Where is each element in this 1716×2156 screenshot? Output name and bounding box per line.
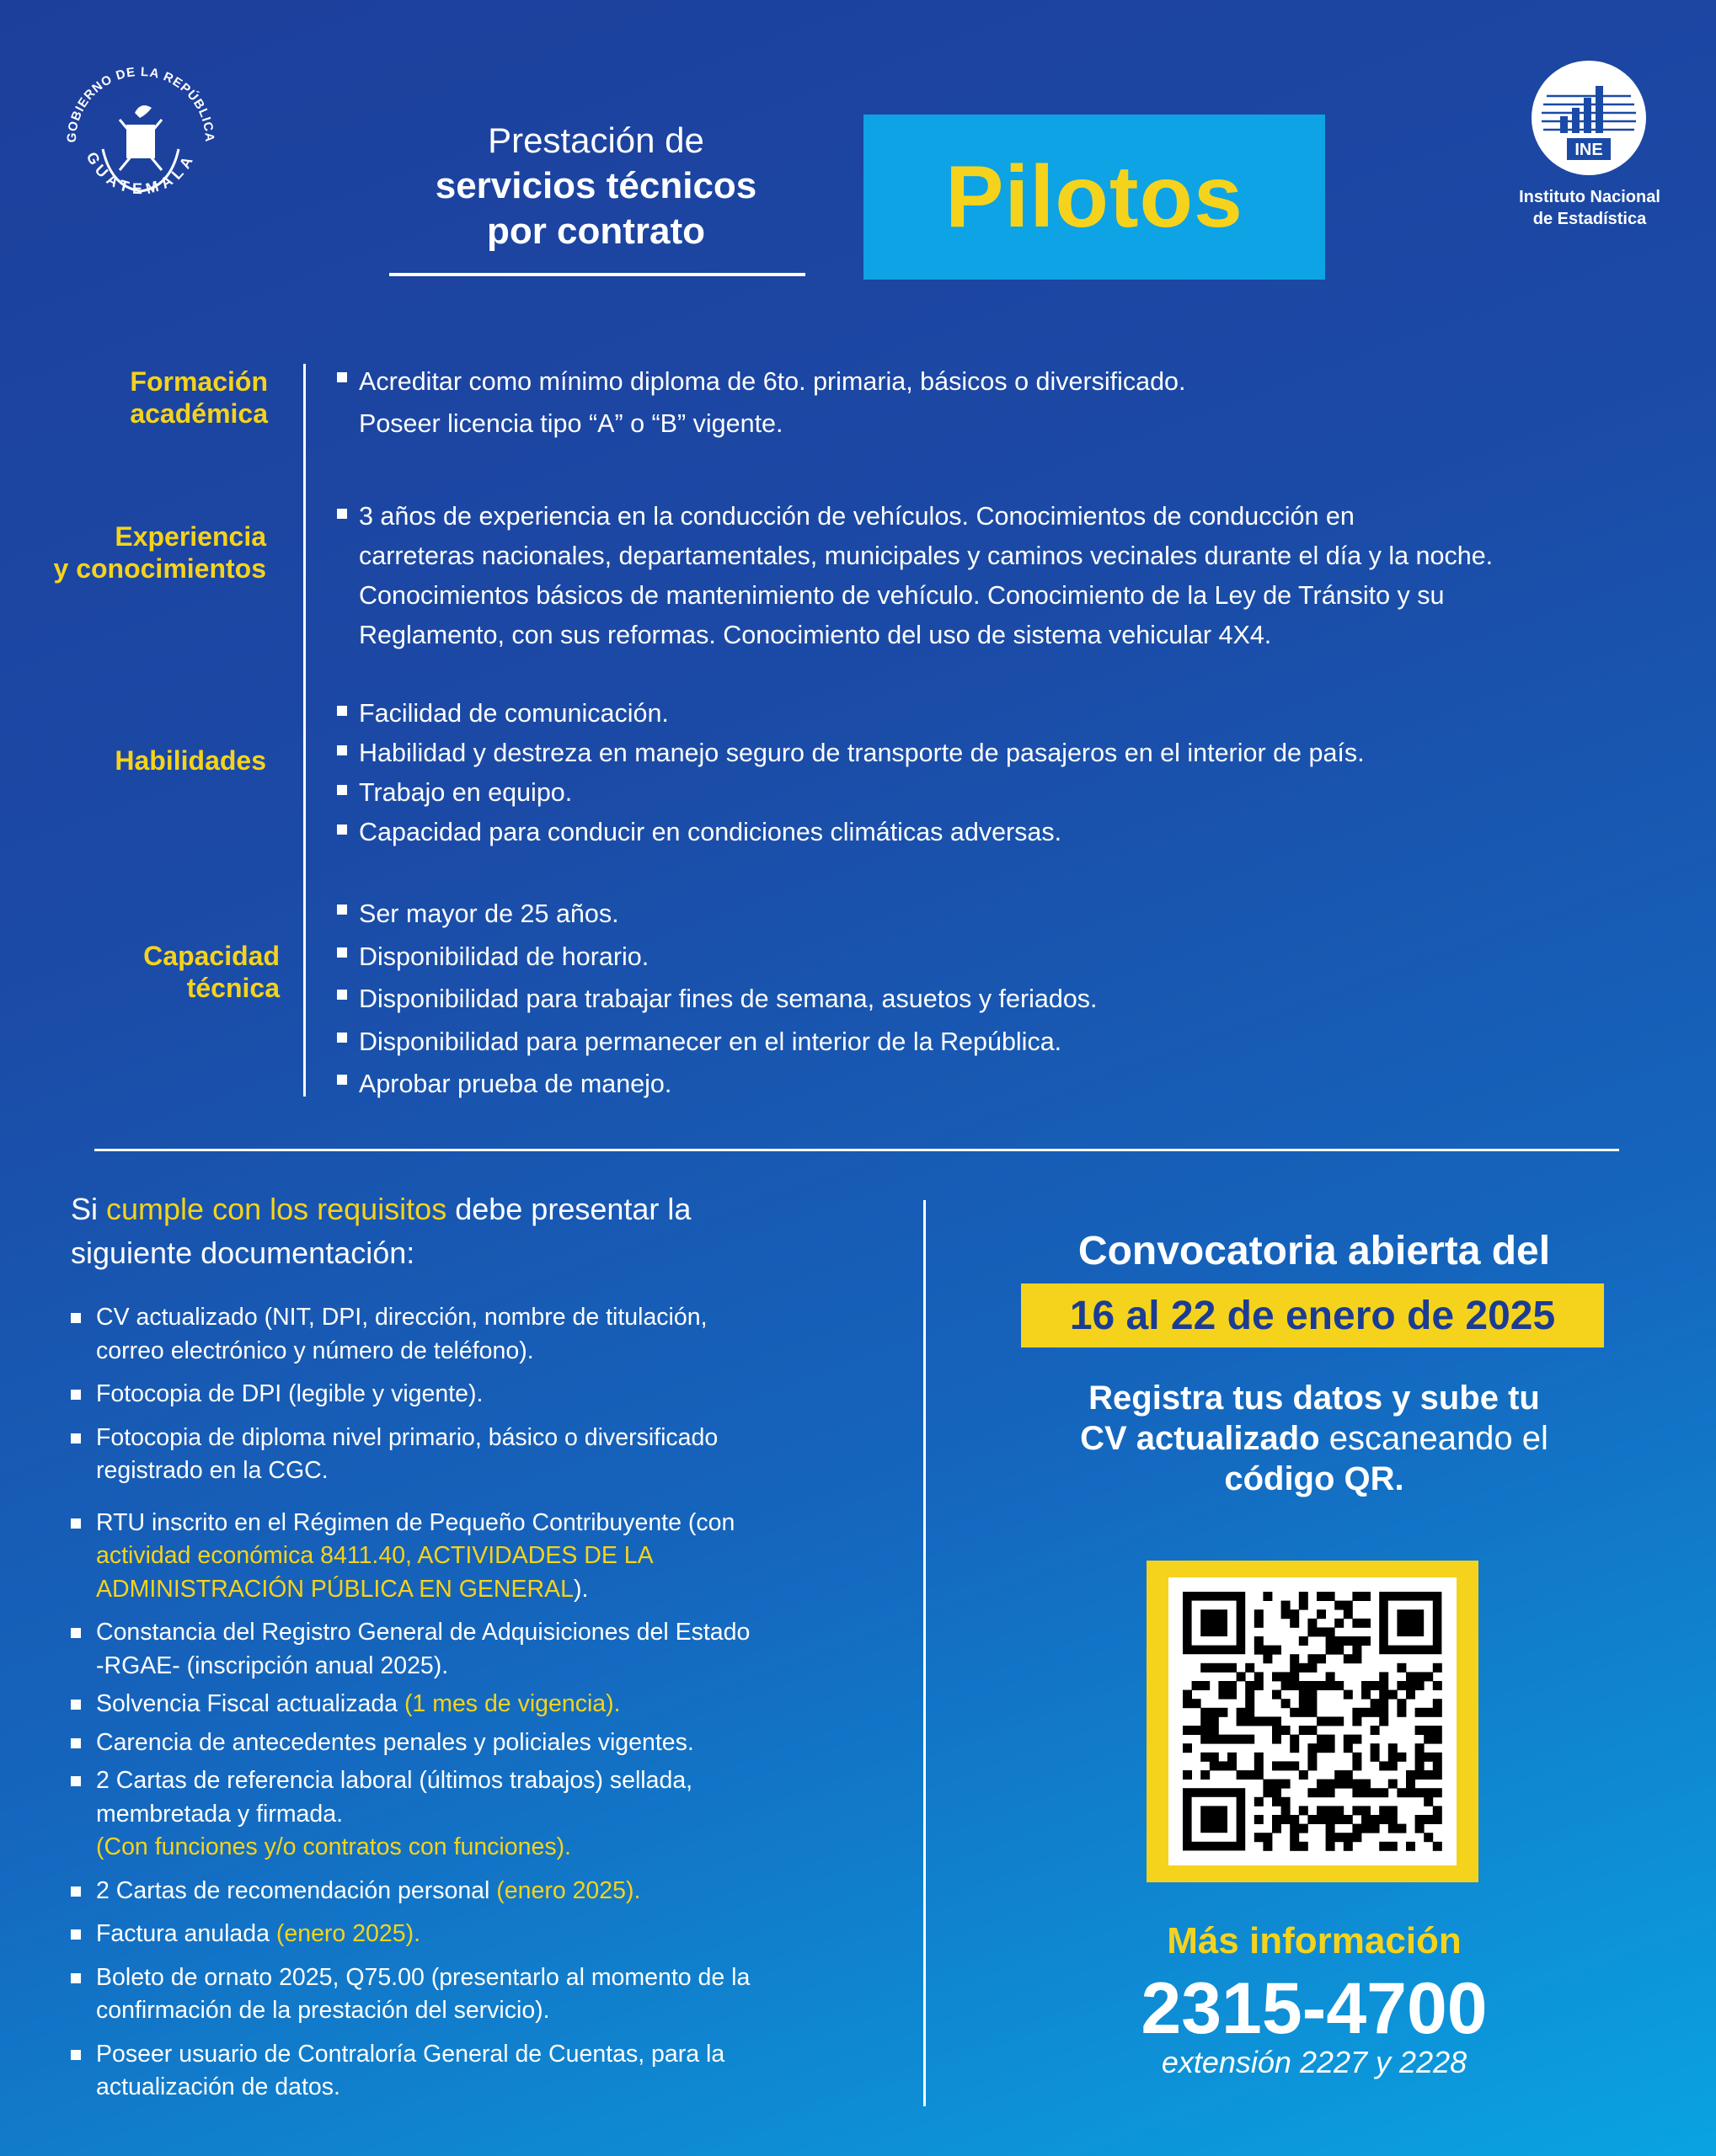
list-item: Capacidad para conducir en condiciones climáticas adversas. bbox=[337, 813, 1365, 852]
ine-caption-line-1: Instituto Nacional bbox=[1519, 188, 1660, 206]
formacion-list bbox=[337, 360, 1186, 445]
doc-cartas-laboral-highlight: (Con funciones y/o contratos con funciones). bbox=[96, 1833, 571, 1860]
list-item: carreteras nacionales, departamentales, municipales y caminos vecinales durante el día y la noche. bbox=[359, 542, 1494, 570]
docs-intro-line-2: siguiente documentación: bbox=[71, 1235, 415, 1270]
label-capacidad bbox=[34, 940, 280, 1004]
doc-rtu-highlight-2: ADMINISTRACIÓN PÚBLICA EN GENERAL bbox=[96, 1575, 574, 1603]
requirements-divider bbox=[303, 364, 306, 1097]
doc-cv-line-2: correo electrónico y número de teléfono). bbox=[96, 1337, 534, 1364]
label-experiencia bbox=[17, 520, 266, 584]
docs-intro-highlight: cumple con los requisitos bbox=[106, 1192, 447, 1226]
qr-instr-line-2-bold: CV actualizado bbox=[1080, 1420, 1320, 1457]
doc-dpi: Fotocopia de DPI (legible y vigente). bbox=[96, 1380, 484, 1407]
doc-rgae-line-1: Constancia del Registro General de Adquisiciones del Estado bbox=[96, 1619, 751, 1646]
list-item: Facilidad de comunicación. bbox=[337, 694, 1365, 734]
position-title-box bbox=[863, 115, 1325, 280]
doc-factura: Factura anulada bbox=[96, 1920, 276, 1947]
qr-code[interactable] bbox=[1168, 1577, 1457, 1865]
convocatoria-dates: 16 al 22 de enero de 2025 bbox=[1069, 1293, 1556, 1338]
section-separator bbox=[94, 1149, 1619, 1151]
doc-cartas-laboral-line-1: 2 Cartas de referencia laboral (últimos trabajos) sellada, bbox=[96, 1767, 693, 1794]
list-item: Trabajo en equipo. bbox=[337, 773, 1365, 813]
phone-extension: extensión 2227 y 2228 bbox=[1161, 2045, 1467, 2079]
header-subtitle bbox=[383, 118, 809, 254]
header-underline bbox=[389, 273, 805, 276]
doc-factura-highlight: (enero 2025). bbox=[275, 1920, 421, 1947]
label-formacion-line-1: Formación bbox=[130, 366, 268, 397]
list-item bbox=[71, 1726, 879, 1760]
ine-logo bbox=[1532, 61, 1646, 175]
doc-diploma-line-1: Fotocopia de diploma nivel primario, básico o diversificado bbox=[96, 1423, 719, 1451]
label-experiencia-line-1: Experiencia bbox=[115, 521, 266, 552]
qr-instr-line-2-rest: escaneando el bbox=[1319, 1420, 1548, 1457]
position-title: Pilotos bbox=[945, 147, 1243, 246]
label-formacion bbox=[34, 366, 268, 430]
list-item bbox=[71, 1688, 879, 1721]
docs-list bbox=[71, 1301, 879, 2115]
capacidad-list bbox=[337, 893, 1098, 1106]
list-item bbox=[71, 1961, 879, 2028]
doc-contraloria-line-2: actualización de datos. bbox=[96, 2073, 340, 2100]
list-item bbox=[71, 1875, 879, 1908]
list-item: Habilidad y destreza en manejo seguro de transporte de pasajeros en el interior de país. bbox=[337, 734, 1365, 773]
doc-cartas-laboral-line-2: membretada y firmada. bbox=[96, 1800, 344, 1828]
doc-solvencia: Solvencia Fiscal actualizada bbox=[96, 1690, 404, 1717]
list-item: Poseer licencia tipo “A” o “B” vigente. bbox=[359, 409, 783, 438]
label-experiencia-line-2: y conocimientos bbox=[53, 553, 266, 584]
list-item: Disponibilidad para trabajar fines de semana, asuetos y feriados. bbox=[337, 978, 1098, 1021]
subtitle-line-2: servicios técnicos bbox=[435, 165, 757, 206]
qr-instructions bbox=[994, 1378, 1634, 1499]
list-item bbox=[71, 1918, 879, 1951]
doc-rtu-line-1: RTU inscrito en el Régimen de Pequeño Contribuyente (con bbox=[96, 1508, 735, 1536]
convocatoria-title: Convocatoria abierta del bbox=[1077, 1229, 1551, 1273]
phone-number[interactable]: 2315-4700 bbox=[1141, 1968, 1488, 2049]
list-item: Disponibilidad de horario. bbox=[337, 936, 1098, 979]
habilidades-list bbox=[337, 694, 1365, 852]
list-item bbox=[71, 1378, 879, 1412]
doc-boleto-line-1: Boleto de ornato 2025, Q75.00 (presentarlo al momento de la bbox=[96, 1963, 751, 1991]
qr-code-frame bbox=[1147, 1561, 1478, 1882]
doc-antecedentes: Carencia de antecedentes penales y policiales vigentes. bbox=[96, 1728, 694, 1756]
subtitle-line-3: por contrato bbox=[486, 211, 706, 252]
list-item: Ser mayor de 25 años. bbox=[337, 893, 1098, 936]
convocatoria-dates-box bbox=[1021, 1283, 1604, 1348]
seal-text-bottom: GUATEMALA bbox=[83, 149, 199, 198]
docs-intro-pre: Si bbox=[71, 1192, 107, 1226]
ine-caption-line-2: de Estadística bbox=[1532, 210, 1647, 228]
docs-intro bbox=[71, 1187, 863, 1275]
column-divider bbox=[923, 1200, 926, 2106]
list-item: 3 años de experiencia en la conducción de vehículos. Conocimientos de conducción en bbox=[337, 497, 1493, 536]
list-item bbox=[71, 2038, 879, 2105]
list-item: Disponibilidad para permanecer en el interior de la República. bbox=[337, 1021, 1098, 1064]
list-item: Reglamento, con sus reformas. Conocimiento del uso de sistema vehicular 4X4. bbox=[359, 621, 1272, 649]
qr-instr-line-3: código QR. bbox=[1224, 1460, 1404, 1497]
doc-cartas-recomendacion: 2 Cartas de recomendación personal bbox=[96, 1876, 497, 1904]
doc-diploma-line-2: registrado en la CGC. bbox=[96, 1457, 329, 1484]
doc-cv-line-1: CV actualizado (NIT, DPI, dirección, nombre de titulación, bbox=[96, 1304, 708, 1331]
list-item bbox=[71, 1616, 879, 1683]
list-item bbox=[71, 1422, 879, 1488]
seal-text-top: GOBIERNO DE LA REPÚBLICA bbox=[64, 64, 217, 143]
label-capacidad-line-1: Capacidad bbox=[143, 941, 280, 971]
list-item: Aprobar prueba de manejo. bbox=[337, 1063, 1098, 1106]
list-item bbox=[71, 1764, 879, 1865]
guatemala-seal-logo bbox=[52, 52, 229, 229]
doc-rtu-highlight-1: actividad económica 8411.40, ACTIVIDADES DE LA bbox=[96, 1542, 654, 1569]
doc-rtu-end: ). bbox=[573, 1575, 589, 1603]
doc-cartas-recomendacion-highlight: (enero 2025). bbox=[496, 1876, 641, 1904]
list-item: Acreditar como mínimo diploma de 6to. primaria, básicos o diversificado. bbox=[337, 360, 1186, 403]
doc-rgae-line-2: -RGAE- (inscripción anual 2025). bbox=[96, 1652, 449, 1679]
label-formacion-line-2: académica bbox=[130, 398, 268, 429]
list-item bbox=[71, 1301, 879, 1368]
experiencia-list bbox=[337, 497, 1493, 655]
doc-solvencia-highlight: (1 mes de vigencia). bbox=[404, 1690, 621, 1717]
more-info-label: Más información bbox=[1167, 1920, 1462, 1961]
ine-logo-text: INE bbox=[1574, 141, 1603, 159]
label-capacidad-line-2: técnica bbox=[186, 973, 280, 1003]
doc-boleto-line-2: confirmación de la prestación del servicio). bbox=[96, 1997, 550, 2024]
doc-contraloria-line-1: Poseer usuario de Contraloría General de Cuentas, para la bbox=[96, 2040, 725, 2068]
qr-instr-line-1: Registra tus datos y sube tu bbox=[1088, 1380, 1540, 1417]
label-habilidades: Habilidades bbox=[115, 745, 266, 776]
docs-intro-post: debe presentar la bbox=[446, 1192, 692, 1226]
list-item: Conocimientos básicos de mantenimiento de vehículo. Conocimiento de la Ley de Tránsito y su bbox=[359, 581, 1445, 610]
subtitle-line-1: Prestación de bbox=[488, 120, 704, 160]
ine-caption bbox=[1483, 186, 1697, 230]
list-item bbox=[71, 1507, 879, 1607]
